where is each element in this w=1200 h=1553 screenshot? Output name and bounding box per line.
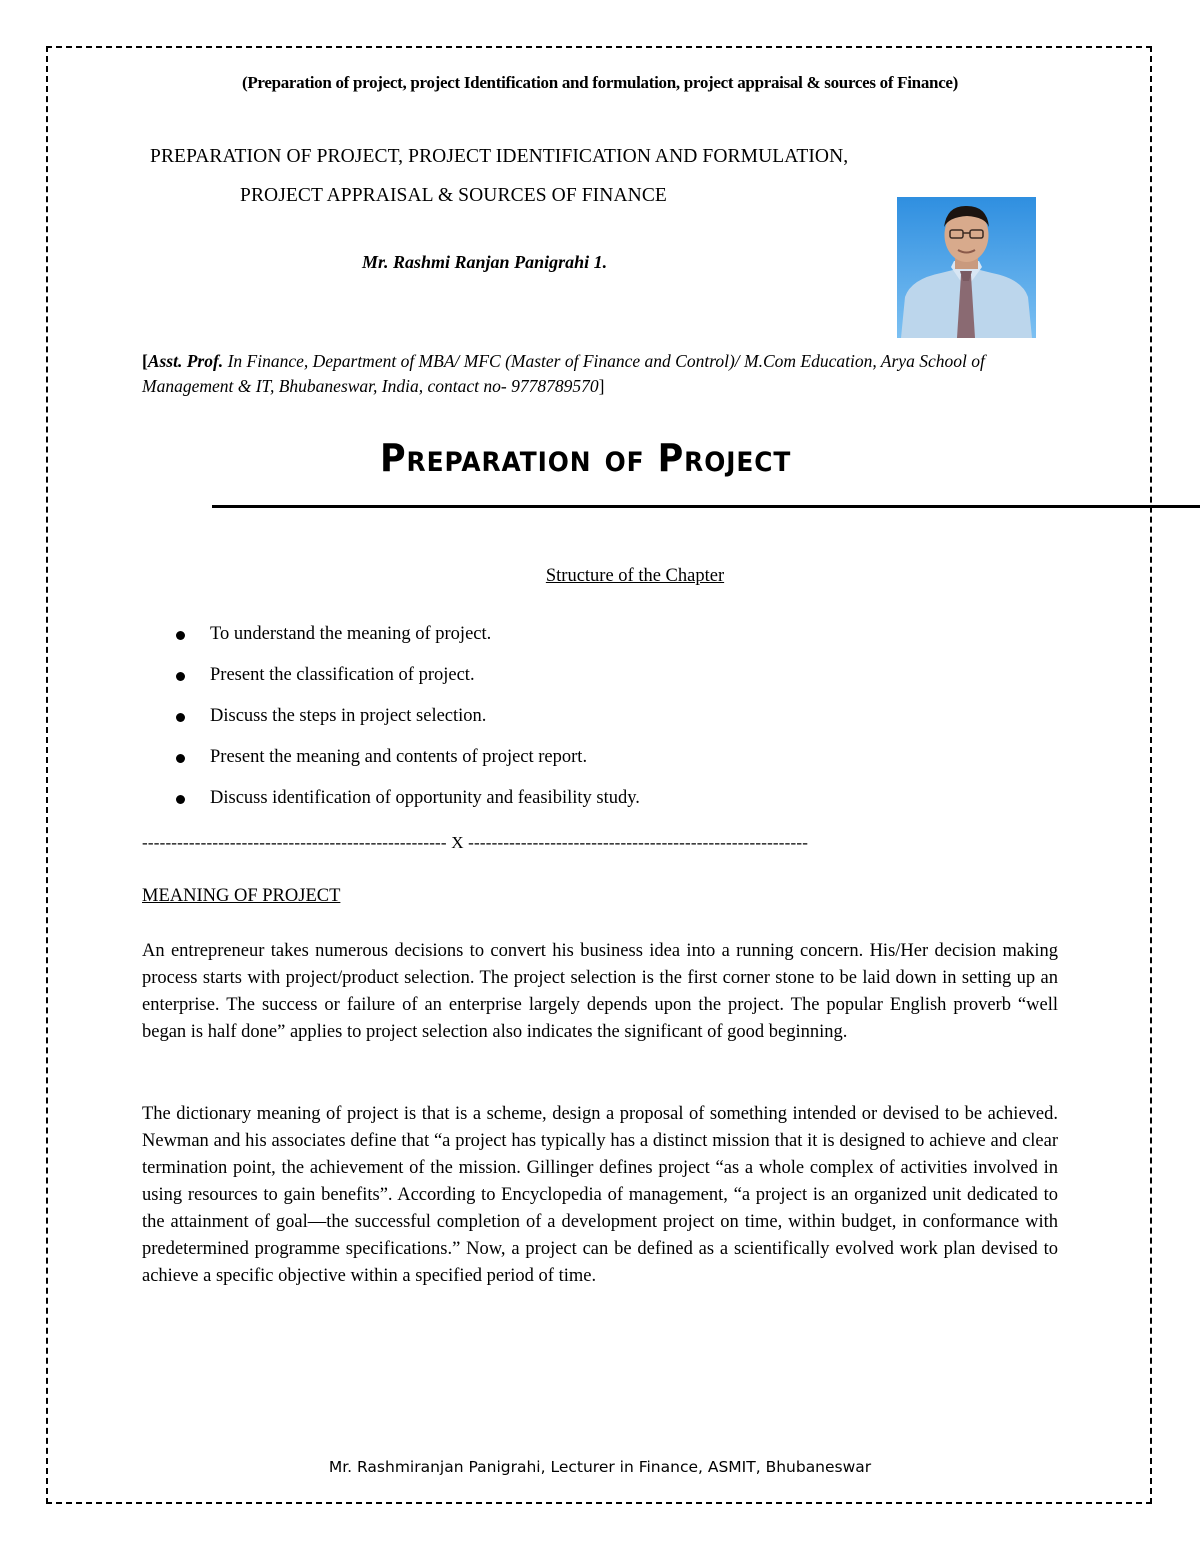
- running-header: (Preparation of project, project Identification and formulation, project appraisal & sources of Finance): [241, 73, 959, 92]
- bullet-icon: [176, 795, 185, 804]
- affiliation-open-bracket: [: [142, 351, 148, 371]
- list-item-text: Present the meaning and contents of project report.: [210, 747, 588, 767]
- list-item-text: Present the classification of project.: [210, 665, 475, 685]
- affiliation-role: Asst. Prof.: [147, 351, 224, 371]
- author-portrait-image: [897, 197, 1036, 338]
- list-item: [172, 706, 640, 747]
- document-title-line-1: PREPARATION OF PROJECT, PROJECT IDENTIFICATION AND FORMULATION,: [150, 146, 849, 167]
- bullet-icon: [176, 713, 185, 722]
- list-item: [172, 624, 640, 665]
- list-item-text: Discuss the steps in project selection.: [210, 706, 487, 726]
- author-photo: [897, 197, 1036, 338]
- list-item: [172, 788, 640, 829]
- title-rule: [212, 505, 1200, 508]
- section-separator: ---------------------------------------------------- X ----------------------------------------------------------: [142, 833, 809, 852]
- document-title-line-2: PROJECT APPRAISAL & SOURCES OF FINANCE: [240, 185, 667, 206]
- author-affiliation: [142, 349, 1062, 399]
- list-item: [172, 747, 640, 788]
- bullet-icon: [176, 631, 185, 640]
- author-name: Mr. Rashmi Ranjan Panigrahi 1.: [362, 252, 608, 272]
- affiliation-close-bracket: ]: [598, 376, 605, 396]
- meaning-paragraph-1: An entrepreneur takes numerous decisions to convert his business idea into a running concern. His/Her decision making process starts with project/product selection. The project selection is the first corner stone to be laid down in setting up an enterprise. The success or failure of an enterprise largely depends upon the project. The popular English proverb “well began is half done” applies to project selection also indicates the significant of good beginning.: [142, 941, 1058, 1042]
- list-item-text: Discuss identification of opportunity and feasibility study.: [210, 788, 640, 808]
- affiliation-text: In Finance, Department of MBA/ MFC (Master of Finance and Control)/ M.Com Education, Arya School of Management & IT, Bhubaneswar, India, contact no- 9778789570: [142, 351, 985, 396]
- bullet-icon: [176, 672, 185, 681]
- list-item: [172, 665, 640, 706]
- structure-list: [172, 624, 640, 829]
- structure-heading: Structure of the Chapter: [545, 566, 725, 586]
- chapter-title: Preparation of Project: [380, 436, 792, 480]
- list-item-text: To understand the meaning of project.: [210, 624, 492, 644]
- page-footer: Mr. Rashmiranjan Panigrahi, Lecturer in Finance, ASMIT, Bhubaneswar: [328, 1458, 872, 1476]
- meaning-paragraph-2: The dictionary meaning of project is that is a scheme, design a proposal of something intended or devised to be achieved. Newman and his associates define that “a project has typically has a distinct mission that it is designed to achieve and clear termination point, the achievement of the mission. Gillinger defines project “as a whole complex of activities involved in using resources to gain benefits”. According to Encyclopedia of management, “a project is an organized unit dedicated to the attainment of goal—the successful completion of a development project on time, within budget, in conformance with predetermined programme specifications.” Now, a project can be defined as a scientifically evolved work plan devised to achieve a specific objective within a specified period of time.: [142, 1104, 1058, 1286]
- meaning-heading: MEANING OF PROJECT: [142, 886, 341, 906]
- bullet-icon: [176, 754, 185, 763]
